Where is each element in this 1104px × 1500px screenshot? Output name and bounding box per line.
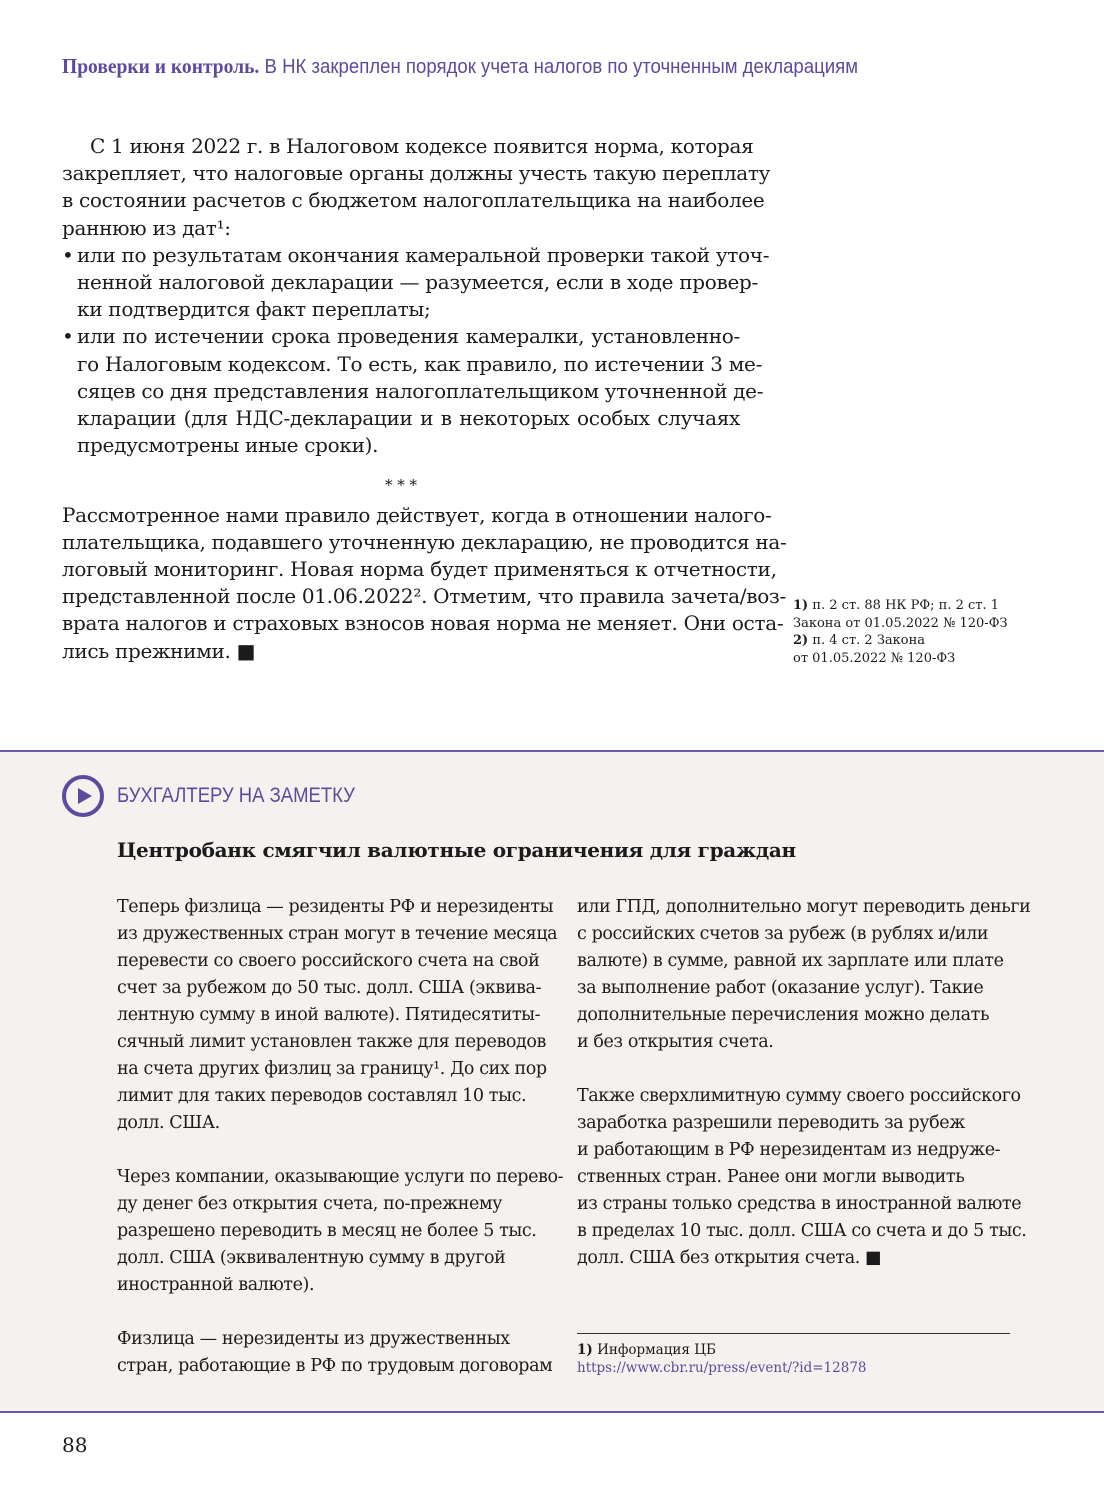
box-paragraph: [577, 1083, 1030, 1272]
text-line: Также сверхлимитную сумму своего российского: [577, 1086, 1021, 1106]
text-line: на счета других физлиц за границу¹. До сих пор: [117, 1059, 547, 1079]
box-paragraph: [577, 894, 1030, 1056]
header-title: В НК закреплен порядок учета налогов по уточненным декларациям: [264, 56, 859, 78]
kicker-label: БУХГАЛТЕРУ НА ЗАМЕТКУ: [117, 784, 355, 807]
box-footnote: [577, 1341, 867, 1377]
play-icon: [62, 775, 104, 817]
text-line: С 1 июня 2022 г. в Налоговом кодексе появится норма, которая: [90, 134, 754, 158]
text-line: го Налоговым кодексом. То есть, как правило, по истечении 3 ме-: [77, 351, 763, 376]
text-line: или по результатам окончания камеральной проверки такой уточ-: [77, 242, 770, 267]
text-line: и работающим в РФ нерезидентам из недруже-: [577, 1140, 1001, 1160]
footnote-number: 1): [793, 598, 809, 613]
box-title: Центробанк смягчил валютные ограничения для граждан: [117, 838, 796, 862]
article-body: [62, 133, 787, 665]
footnotes: [793, 597, 1008, 667]
footnote-text: Закона от 01.05.2022 № 120-ФЗ: [793, 615, 1008, 631]
text-line: кларации (для НДС-декларации и в некоторых особых случаях: [77, 406, 740, 431]
text-line: счет за рубежом до 50 тыс. долл. США (эквива-: [117, 978, 542, 998]
text-line: закрепляет, что налоговые органы должны учесть такую переплату: [62, 161, 771, 186]
text-line: за выполнение работ (оказание услуг). Такие: [577, 978, 984, 998]
text-line: перевести со своего российского счета на свой: [117, 951, 540, 971]
text-line: долл. США без открытия счета. ■: [577, 1248, 882, 1268]
text-line: Рассмотренное нами правило действует, когда в отношении налого-: [62, 502, 772, 527]
bullet-icon: •: [62, 324, 74, 349]
text-line: лимит для таких переводов составлял 10 тыс.: [117, 1086, 527, 1106]
footnote-text: Информация ЦБ: [597, 1342, 716, 1358]
text-line: или ГПД, дополнительно могут переводить деньги: [577, 897, 1031, 917]
box-right-column: [577, 894, 1030, 1272]
box-paragraph: [117, 1326, 563, 1380]
bullet-item: [62, 242, 770, 324]
text-line: из страны только средства в иностранной валюте: [577, 1194, 1022, 1214]
text-line: ственных стран. Ранее они могли выводить: [577, 1167, 965, 1187]
footnote-number: 2): [793, 633, 809, 648]
text-line: долл. США (эквивалентную сумму в другой: [117, 1248, 506, 1268]
text-line: лентную сумму в иной валюте). Пятидесятиты-: [117, 1005, 541, 1025]
bullet-icon: •: [62, 242, 74, 267]
text-line: ки подтвердится факт переплаты;: [77, 297, 431, 322]
text-line: раннюю из дат¹:: [62, 215, 231, 240]
footnote: [793, 597, 1008, 632]
text-line: сяцев со дня представления налогоплательщиком уточненной де-: [77, 378, 764, 403]
text-line: Физлица — нерезиденты из дружественных: [117, 1329, 510, 1349]
text-line: и без открытия счета.: [577, 1032, 774, 1052]
box-paragraph: [117, 1164, 563, 1299]
box-kicker: [62, 775, 387, 817]
text-line: или по истечении срока проведения камералки, установленно-: [77, 324, 740, 349]
text-line: врата налогов и страховых взносов новая норма не меняет. Они оста-: [62, 611, 784, 636]
text-line: в пределах 10 тыс. долл. США со счета и до 5 тыс.: [577, 1221, 1027, 1241]
box-left-column: [117, 894, 563, 1380]
text-line: разрешено переводить в месяц не более 5 тыс.: [117, 1221, 537, 1241]
footnote-text: п. 2 ст. 88 НК РФ; п. 2 ст. 1: [812, 598, 1000, 613]
text-line: ненной налоговой декларации — разумеется, если в ходе провер-: [77, 270, 758, 295]
section-name: Проверки и контроль.: [62, 54, 260, 78]
text-line: сячный лимит установлен также для переводов: [117, 1032, 546, 1052]
text-line: представленной после 01.06.2022². Отметим, что правила зачета/воз-: [62, 584, 786, 609]
footnote-text: п. 4 ст. 2 Закона: [812, 633, 926, 648]
text-line: логовый мониторинг. Новая норма будет применяться к отчетности,: [62, 557, 777, 582]
page-number: 88: [62, 1433, 88, 1457]
footnote-text: от 01.05.2022 № 120-ФЗ: [793, 650, 956, 666]
text-line: долл. США.: [117, 1113, 220, 1133]
footnote-divider: [577, 1333, 1010, 1334]
text-line: с российских счетов за рубеж (в рублях и/или: [577, 924, 989, 944]
text-line: Через компании, оказывающие услуги по перево-: [117, 1167, 564, 1187]
footnote: [793, 632, 1008, 667]
text-line: предусмотрены иные сроки).: [77, 433, 379, 458]
box-paragraph: [117, 894, 563, 1137]
running-header: [62, 54, 858, 79]
text-line: плательщика, подавшего уточненную декларацию, не проводится на-: [62, 529, 787, 554]
footnote-number: 1): [577, 1342, 593, 1358]
text-line: валюте) в сумме, равной их зарплате или плате: [577, 951, 1004, 971]
text-line: стран, работающие в РФ по трудовым договорам: [117, 1356, 553, 1376]
text-line: заработка разрешили переводить за рубеж: [577, 1113, 965, 1133]
bullet-item: [62, 323, 764, 459]
text-line: из дружественных стран могут в течение месяца: [117, 924, 558, 944]
footnote-link[interactable]: https://www.cbr.ru/press/event/?id=12878: [577, 1360, 867, 1376]
text-line: ду денег без открытия счета, по-прежнему: [117, 1194, 503, 1214]
section-separator: * * *: [384, 476, 418, 495]
text-line: дополнительные перечисления можно делать: [577, 1005, 990, 1025]
text-line: в состоянии расчетов с бюджетом налогоплательщика на наиболее: [62, 188, 765, 213]
text-line: Теперь физлица — резиденты РФ и нерезиденты: [117, 897, 554, 917]
text-line: лись прежними. ■: [62, 638, 256, 663]
intro-paragraph: [62, 133, 771, 242]
bullet-list: [62, 242, 770, 460]
closing-paragraph: [62, 502, 787, 665]
text-line: иностранной валюте).: [117, 1275, 315, 1295]
